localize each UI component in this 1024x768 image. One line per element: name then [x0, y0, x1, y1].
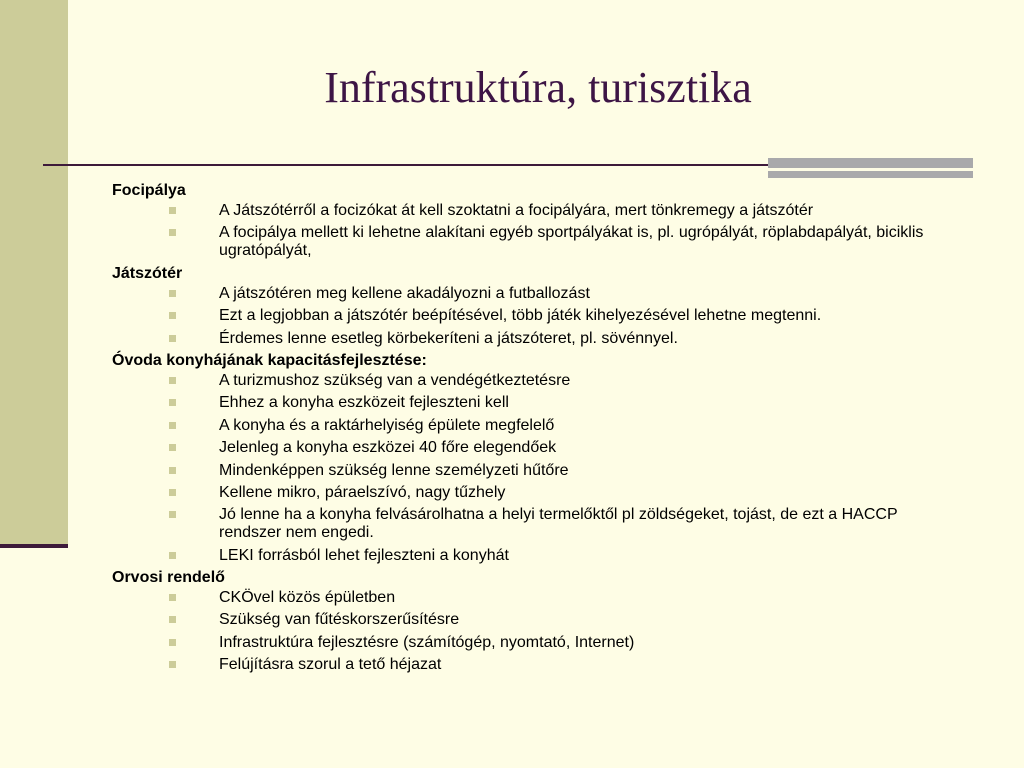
list-item [219, 634, 952, 652]
section-jatszoter [112, 265, 952, 348]
decorative-sidebar [0, 0, 68, 546]
list-item-text: Ehhez a konyha eszközeit fejleszteni kell [219, 394, 509, 412]
bullet-list [112, 372, 952, 565]
bullet-list [112, 589, 952, 674]
list-item-text: Jó lenne ha a konyha felvásárolhatna a helyi termelőktől pl zöldségeket, tojást, de ezt a HACCP rendszer nem engedi. [219, 506, 898, 542]
square-bullet-icon [169, 661, 176, 668]
section-heading: Orvosi rendelő [112, 569, 225, 587]
list-item [219, 547, 952, 565]
list-item-text: CKÖvel közös épületben [219, 589, 396, 607]
list-item-text: Kellene mikro, páraelszívó, nagy tűzhely [219, 483, 506, 501]
section-heading: Játszótér [112, 264, 183, 282]
accent-bar-stripe [768, 168, 973, 171]
list-item [219, 394, 952, 412]
list-item-text: Ezt a legjobban a játszótér beépítésével, több játék kihelyezésével lehetne megtenni. [219, 307, 822, 325]
list-item-text: A focipálya mellett ki lehetne alakítani egyéb sportpályákat is, pl. ugrópályát, röplabdapályát, biciklis ugratópályát, [219, 224, 924, 260]
list-item [219, 372, 952, 390]
list-item-text: Jelenleg a konyha eszközei 40 főre elegendőek [219, 439, 557, 457]
list-item [219, 484, 952, 502]
square-bullet-icon [169, 207, 176, 214]
section-ovoda-konyha [112, 352, 952, 565]
list-item [219, 307, 952, 325]
square-bullet-icon [169, 467, 176, 474]
square-bullet-icon [169, 511, 176, 518]
list-item-text: Érdemes lenne esetleg körbekeríteni a játszóteret, pl. sövénnyel. [219, 329, 678, 347]
square-bullet-icon [169, 639, 176, 646]
square-bullet-icon [169, 444, 176, 451]
square-bullet-icon [169, 422, 176, 429]
square-bullet-icon [169, 335, 176, 342]
list-item [219, 439, 952, 457]
list-item [219, 589, 952, 607]
sidebar-divider [0, 544, 68, 548]
section-orvosi-rendelo [112, 569, 952, 674]
list-item [219, 417, 952, 435]
list-item [219, 611, 952, 629]
list-item-text: Szükség van fűtéskorszerűsítésre [219, 611, 460, 629]
slide-content [112, 182, 952, 679]
section-heading: Óvoda konyhájának kapacitásfejlesztése: [112, 351, 427, 369]
square-bullet-icon [169, 290, 176, 297]
square-bullet-icon [169, 377, 176, 384]
list-item [219, 285, 952, 303]
list-item-text: A Játszótérről a focizókat át kell szoktatni a focipályára, mert tönkremegy a játszótér [219, 202, 814, 219]
list-item [219, 506, 952, 542]
list-item-text: Infrastruktúra fejlesztésre (számítógép, nyomtató, Internet) [219, 633, 635, 651]
list-item [219, 462, 952, 480]
square-bullet-icon [169, 552, 176, 559]
section-focipalya [112, 182, 952, 260]
list-item-text: Mindenképpen szükség lenne személyzeti hűtőre [219, 461, 569, 479]
square-bullet-icon [169, 312, 176, 319]
bullet-list [112, 285, 952, 348]
square-bullet-icon [169, 229, 176, 236]
square-bullet-icon [169, 594, 176, 601]
list-item-text: LEKI forrásból lehet fejleszteni a konyhát [219, 546, 509, 564]
square-bullet-icon [169, 616, 176, 623]
slide-title: Infrastruktúra, turisztika [324, 63, 752, 112]
list-item [219, 656, 952, 674]
section-heading: Focipálya [112, 182, 186, 199]
list-item [219, 330, 952, 348]
list-item-text: Felújításra szorul a tető héjazat [219, 656, 442, 674]
list-item [219, 202, 952, 220]
list-item-text: A turizmushoz szükség van a vendégétkeztetésre [219, 371, 571, 389]
square-bullet-icon [169, 399, 176, 406]
list-item-text: A játszótéren meg kellene akadályozni a futballozást [219, 284, 590, 302]
square-bullet-icon [169, 489, 176, 496]
list-item [219, 224, 952, 260]
list-item-text: A konyha és a raktárhelyiség épülete megfelelő [219, 416, 555, 434]
bullet-list [112, 202, 952, 260]
